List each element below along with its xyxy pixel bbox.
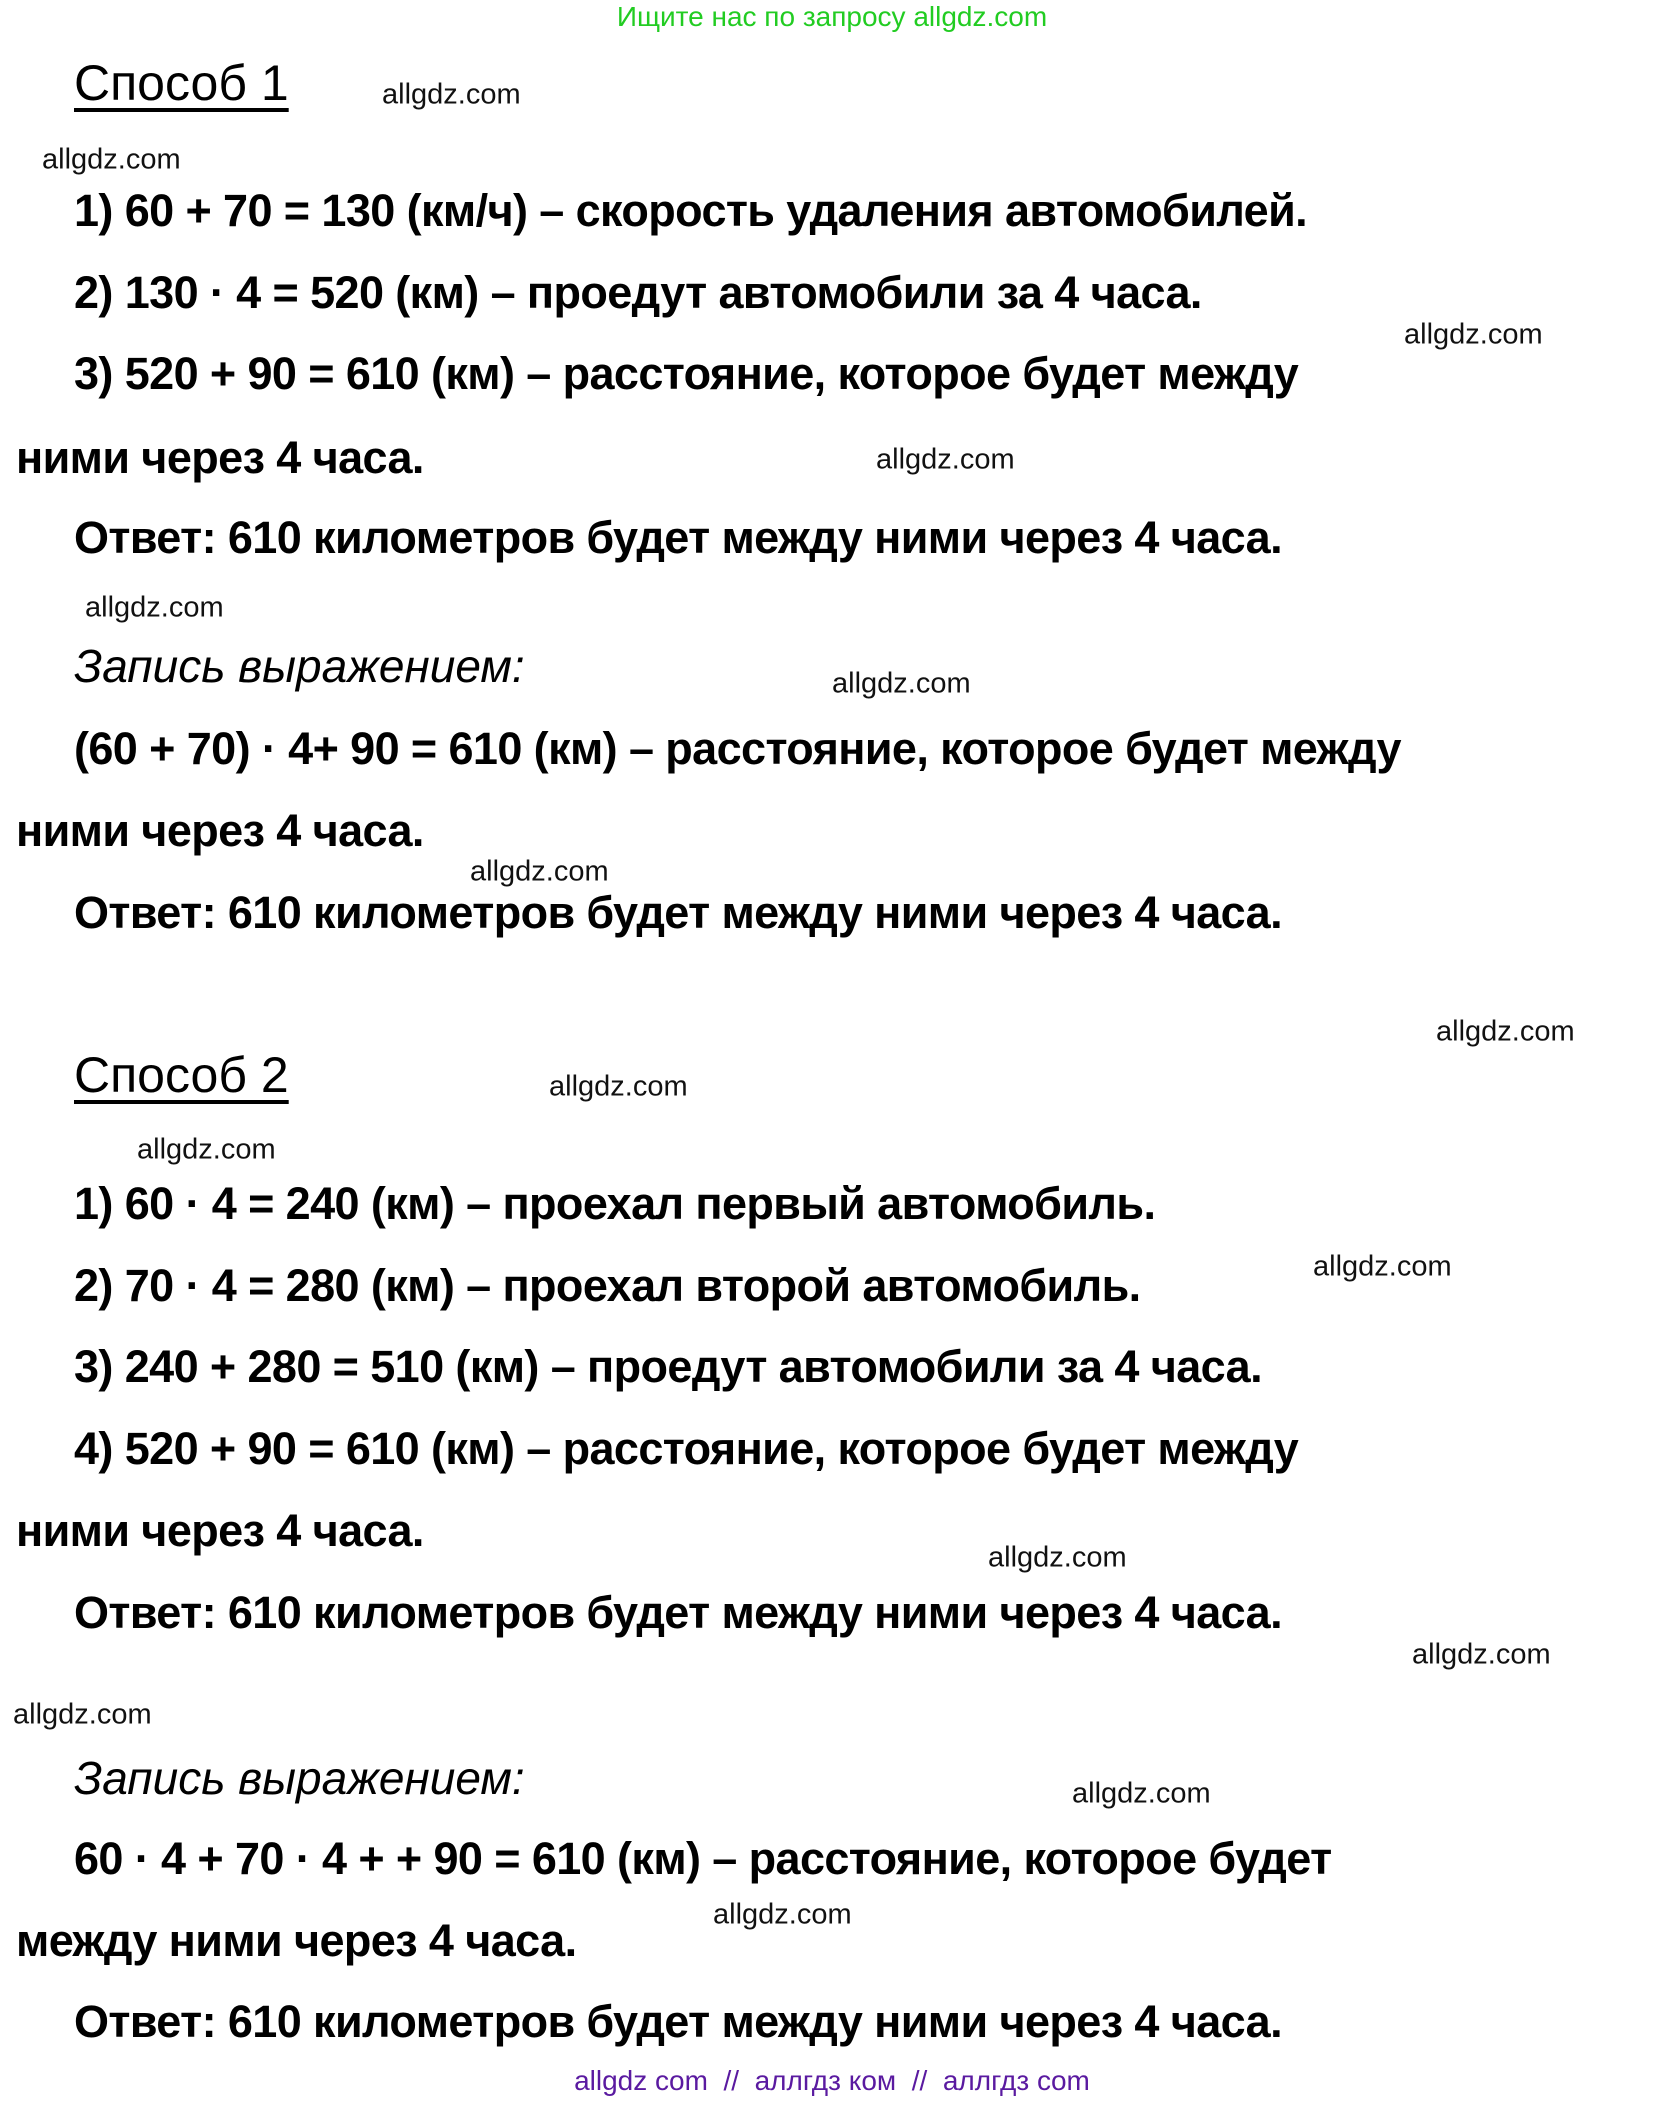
watermark: allgdz.com: [713, 1898, 852, 1931]
watermark: allgdz.com: [1313, 1250, 1452, 1283]
method-1-step-3: 3) 520 + 90 = 610 (км) – расстояние, которое будет между: [74, 348, 1299, 399]
watermark: allgdz.com: [1412, 1638, 1551, 1671]
watermark: allgdz.com: [137, 1133, 276, 1166]
method-1-expression-cont: ними через 4 часа.: [16, 805, 424, 856]
method-2-expression-title: Запись выражением:: [74, 1752, 525, 1804]
site-header-link[interactable]: Ищите нас по запросу allgdz.com: [616, 1, 1048, 32]
watermark: allgdz.com: [988, 1541, 1127, 1574]
method-2-expression-answer: Ответ: 610 километров будет между ними через 4 часа.: [74, 1996, 1282, 2047]
watermark: allgdz.com: [1404, 318, 1543, 351]
watermark: allgdz.com: [876, 443, 1015, 476]
method-2-answer: Ответ: 610 километров будет между ними через 4 часа.: [74, 1587, 1282, 1638]
method-1-step-1: 1) 60 + 70 = 130 (км/ч) – скорость удаления автомобилей.: [74, 185, 1308, 236]
method-1-answer: Ответ: 610 километров будет между ними через 4 часа.: [74, 512, 1282, 563]
method-1-expression: (60 + 70) · 4+ 90 = 610 (км) – расстояние, которое будет между: [74, 723, 1401, 774]
watermark: allgdz.com: [1436, 1015, 1575, 1048]
watermark: allgdz.com: [832, 667, 971, 700]
watermark: allgdz.com: [1072, 1777, 1211, 1810]
watermark: allgdz.com: [549, 1070, 688, 1103]
method-2-step-4: 4) 520 + 90 = 610 (км) – расстояние, которое будет между: [74, 1423, 1299, 1474]
method-2-expression-cont: между ними через 4 часа.: [16, 1915, 577, 1966]
watermark: allgdz.com: [382, 78, 521, 111]
method-1-step-2: 2) 130 · 4 = 520 (км) – проедут автомобили за 4 часа.: [74, 267, 1202, 318]
method-2-step-4-cont: ними через 4 часа.: [16, 1505, 424, 1556]
method-1-title: Способ 1: [74, 55, 289, 111]
method-1-step-3-cont: ними через 4 часа.: [16, 432, 424, 483]
method-2-title: Способ 2: [74, 1047, 289, 1103]
method-2-expression: 60 · 4 + 70 · 4 + + 90 = 610 (км) – расстояние, которое будет: [74, 1833, 1332, 1884]
watermark: allgdz.com: [42, 143, 181, 176]
method-1-expression-title: Запись выражением:: [74, 640, 525, 692]
watermark: allgdz.com: [85, 591, 224, 624]
method-2-step-3: 3) 240 + 280 = 510 (км) – проедут автомобили за 4 часа.: [74, 1341, 1262, 1392]
method-2-step-1: 1) 60 · 4 = 240 (км) – проехал первый автомобиль.: [74, 1178, 1156, 1229]
watermark: allgdz.com: [470, 855, 609, 888]
method-2-step-2: 2) 70 · 4 = 280 (км) – проехал второй автомобиль.: [74, 1260, 1141, 1311]
site-footer-link[interactable]: allgdz com // аллгдз ком // аллгдз com: [574, 2065, 1090, 2096]
watermark: allgdz.com: [13, 1698, 152, 1731]
method-1-expression-answer: Ответ: 610 километров будет между ними через 4 часа.: [74, 887, 1282, 938]
